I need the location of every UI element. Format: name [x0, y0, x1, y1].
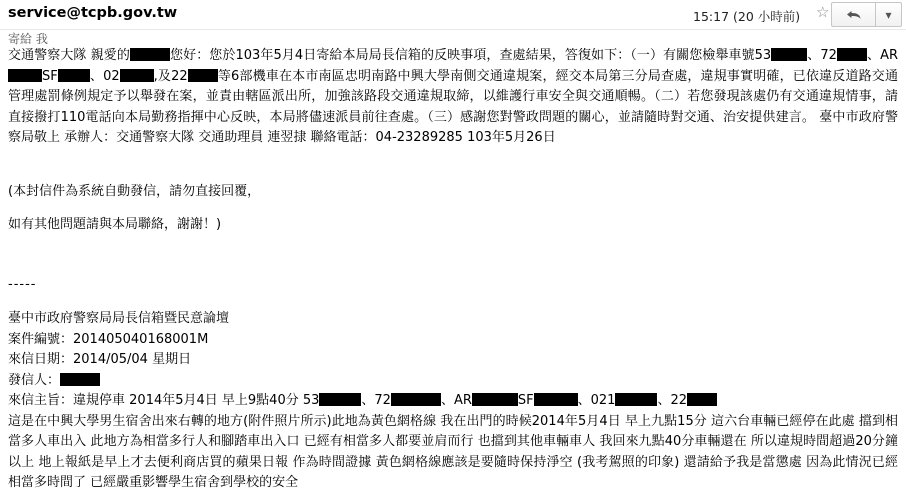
reply-text-1: 交通警察大隊 親愛的 [8, 48, 130, 63]
subject-text-4: SF [517, 393, 534, 408]
subject-text-6: 、22 [657, 393, 687, 408]
separator-line: ----- [8, 276, 37, 292]
redaction-bar [687, 393, 717, 406]
subject-label: 來信主旨： [8, 393, 74, 408]
forum-info-block [0, 309, 906, 412]
subject-text-5: 、021 [577, 393, 616, 408]
more-options-button[interactable] [875, 2, 902, 27]
reply-text-7: ,及22 [153, 68, 188, 84]
redaction-bar [130, 48, 170, 61]
complaint-detail-text: 這是在中興大學男生宿舍出來右轉的地方(附件照片所示)此地為黃色網格線 我在出門的時候2014年5月4日 早上九點15分 這六台車輛已經停在此處 擋到相當多人車出入 此地方為相當多行人和腳踏車出入口 已經有相當多人都要並肩而行 也擋到其他車輛車人 我回來九點40分車輛還在 所以違規時間超過20分鐘以上 地上報紙是早上才去便利商店買的蘋果日報 作為時間證據 黃色網格線應該是要隨時保持淨空 (我考駕照的印象) 還請給予我是當懲處 因為此情況已經相當多時間了 已經嚴重影響學生宿舍到學校的安全 [8, 413, 898, 490]
subject-text-1: 違規停車 2014年5月4日 早上9點40分 53 [73, 393, 320, 408]
reply-text-2: 您好：您於103年5月4日寄給本局局長信箱的反映事項，查處結果，答復如下：（一）有關您檢舉車號53 [169, 48, 772, 63]
mail-header [0, 0, 906, 30]
case-number-value: 201405040168001M [73, 331, 209, 347]
reply-button[interactable] [831, 2, 875, 27]
subject-text-3: 、AR [440, 393, 472, 408]
recipient-line[interactable]: 寄給 我 [8, 32, 48, 46]
reply-text-6: 、02 [89, 68, 120, 84]
reply-text-8: 等6部機車在本市南區忠明南路中興大學南側交通違規案，經交本局第三分局查處，違規事實明確，已依違反道路交通管理處罰條例規定予以舉發在案，並責由轄區派出所，加強該路段交通違規取締，以維護行車安全與交通順暢。（二）若您發現該處仍有交通違規情事，請直接撥打110電話向本局勤務指揮中心反映，本局將儘速派員前往查處。（三）感謝您對警政問題的關心，並請隨時對交通、治安提供建言。 臺中市政府警察局敬上 承辦人：交通警察大隊 交通助理員 連翌捸 聯絡電話：04-23289285 103年5月26日 [8, 68, 898, 145]
redaction-bar [319, 393, 361, 406]
date-row [8, 350, 898, 371]
reply-text-5: SF [42, 68, 58, 84]
auto-reply-note-line-1: (本封信件為系統自動發信，請勿直接回覆， [8, 183, 261, 199]
subject-row [8, 391, 898, 412]
auto-reply-note-line-2: 如有其他問題請與本局聯絡，謝謝！) [8, 217, 222, 232]
redaction-bar [534, 393, 578, 406]
forum-title: 臺中市政府警察局局長信箱暨民意論壇 [8, 311, 230, 326]
date-value: 2014/05/04 星期日 [73, 352, 192, 367]
subject-text-2: 、72 [361, 393, 391, 408]
reply-arrow-icon [846, 10, 862, 20]
redaction-bar [188, 69, 218, 82]
redaction-bar [58, 69, 90, 82]
date-label: 來信日期： [8, 352, 74, 367]
sender-row [8, 371, 898, 392]
case-number-label: 案件編號： [8, 331, 74, 347]
message-actions [831, 2, 902, 27]
redaction-bar [472, 393, 518, 406]
star-icon[interactable]: ☆ [816, 3, 830, 21]
reply-text-4: 、AR [866, 48, 898, 63]
reply-text-3: 、72 [807, 48, 837, 63]
case-number-row [8, 330, 898, 351]
redaction-bar [120, 69, 154, 82]
chevron-down-icon: ▾ [885, 7, 892, 22]
redaction-bar [771, 48, 807, 61]
redaction-bar [391, 393, 441, 406]
redaction-bar [615, 393, 657, 406]
sender-label: 發信人： [8, 372, 61, 388]
redaction-bar [60, 373, 100, 386]
sender-address: service@tcpb.gov.tw [8, 5, 178, 21]
redaction-bar [837, 48, 867, 61]
reply-paragraph [0, 46, 906, 149]
message-body [0, 46, 906, 494]
redaction-bar [8, 69, 42, 82]
message-timestamp: 15:17 (20 小時前) [693, 9, 801, 24]
